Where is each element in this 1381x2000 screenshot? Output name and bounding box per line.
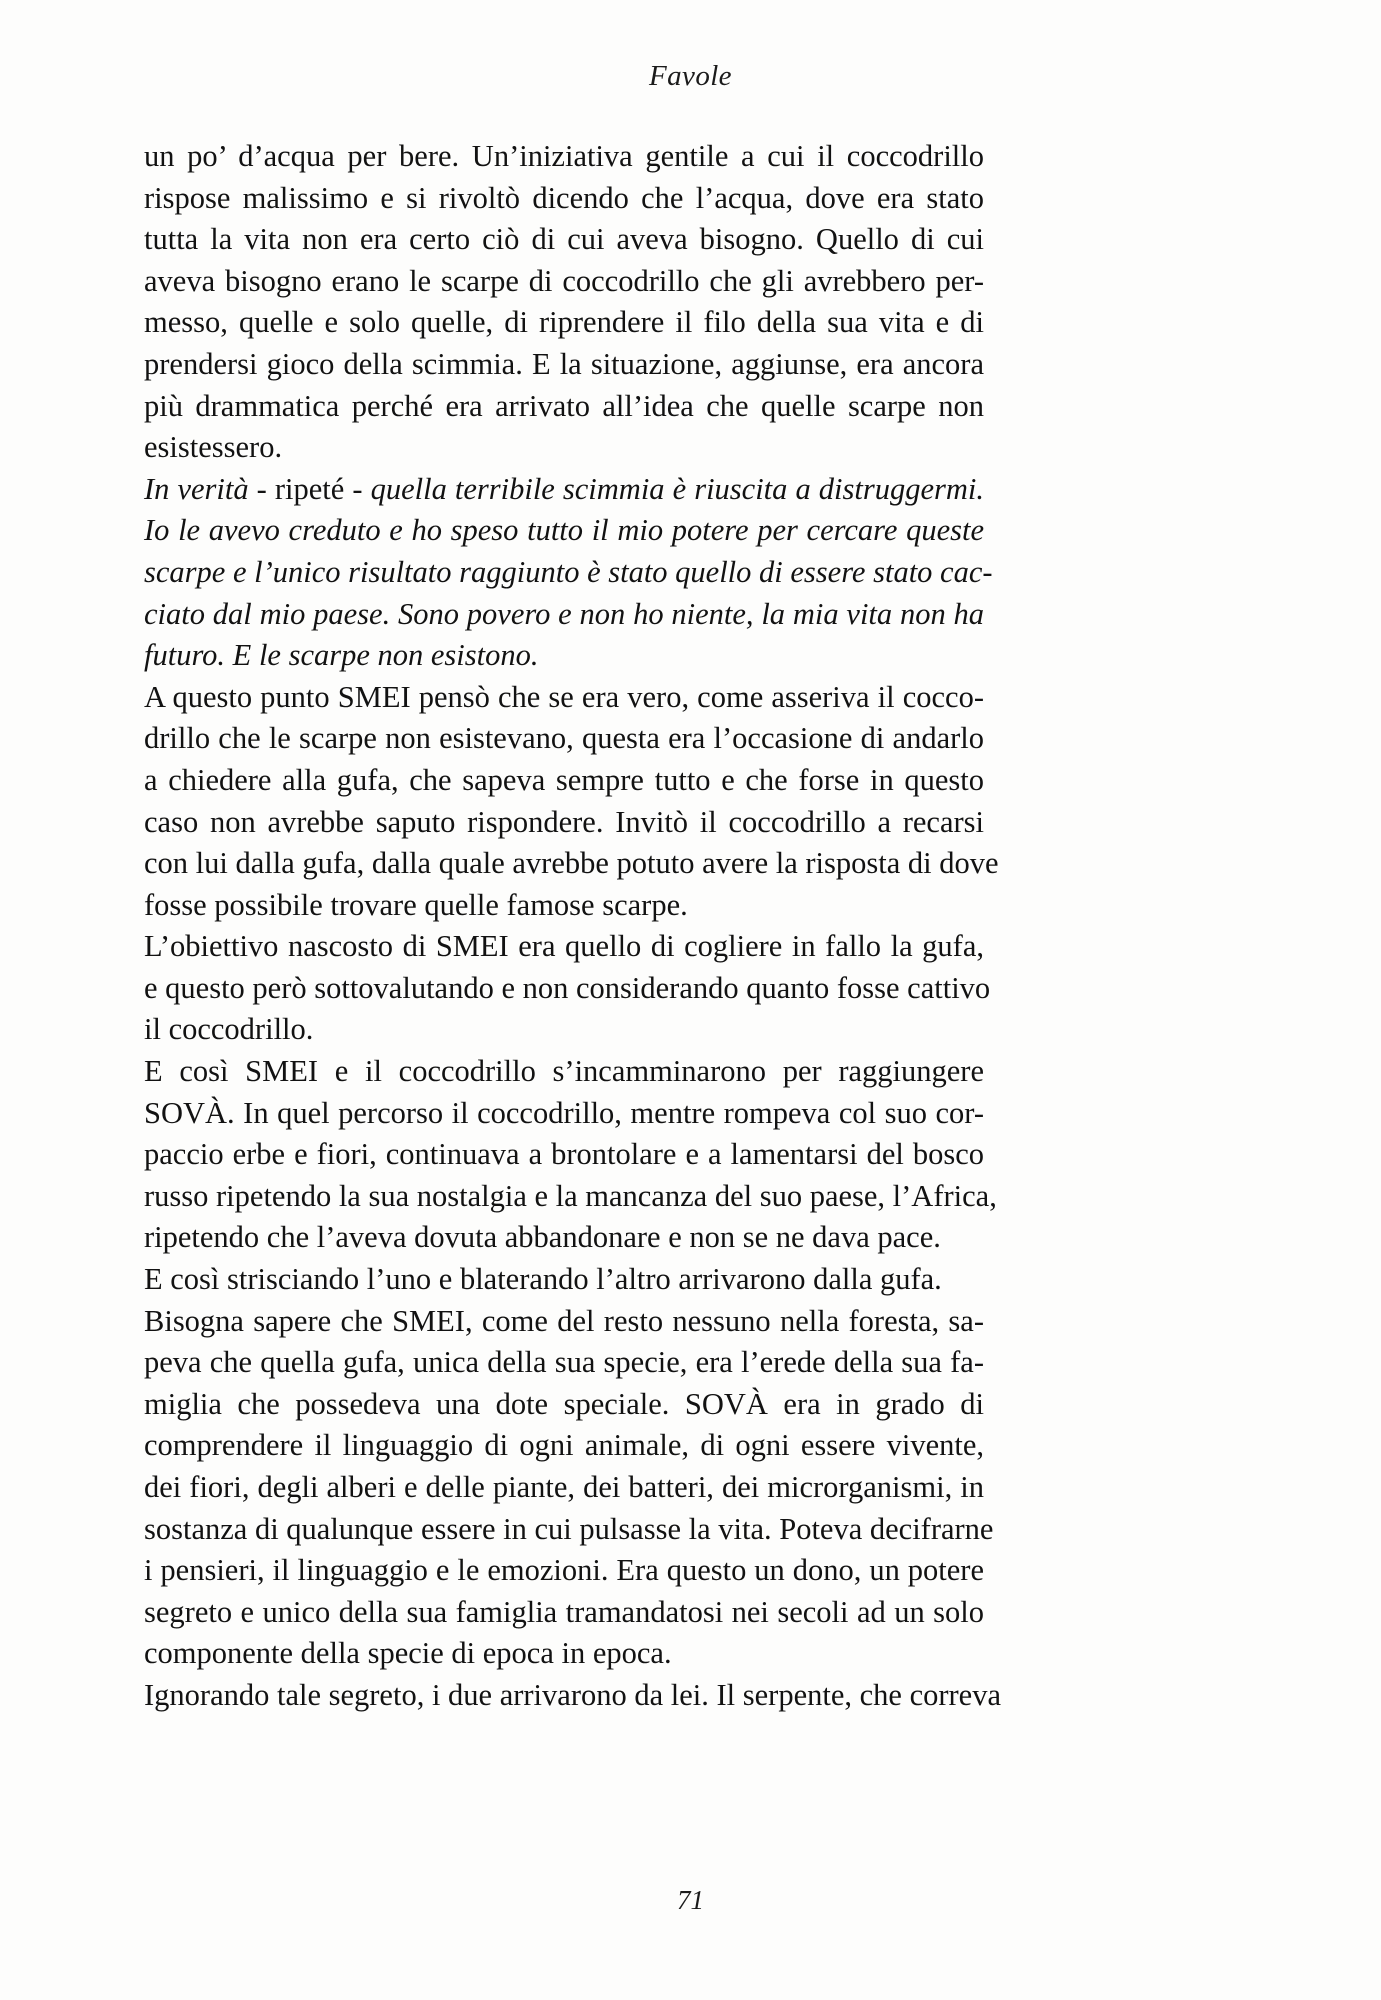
text-line: aveva bisogno erano le scarpe di coccodrillo che gli avrebbero per- xyxy=(144,263,984,298)
paragraph-2-quoted-speech xyxy=(144,469,993,677)
text-line: i pensieri, il linguaggio e le emozioni. Era questo un dono, un potere xyxy=(144,1553,984,1588)
text-line: con lui dalla gufa, dalla quale avrebbe potuto avere la risposta di dove xyxy=(144,846,999,881)
body-text-column xyxy=(144,136,1001,1717)
text-line: segreto e unico della sua famiglia tramandatosi nei secoli ad un solo xyxy=(144,1594,984,1629)
text-line: L’obiettivo nascosto di SMEI era quello di cogliere in fallo la gufa, xyxy=(144,929,984,964)
text-line: e questo però sottovalutando e non considerando quanto fosse cattivo xyxy=(144,970,991,1005)
text-line: Bisogna sapere che SMEI, come del resto nessuno nella foresta, sa- xyxy=(144,1303,984,1338)
text-line: fosse possibile trovare quelle famose scarpe. xyxy=(144,887,688,922)
text-line: E così SMEI e il coccodrillo s’incamminarono per raggiungere xyxy=(144,1054,984,1089)
paragraph-5 xyxy=(144,1051,997,1259)
text-line: componente della specie di epoca in epoca. xyxy=(144,1636,672,1671)
paragraph-6 xyxy=(144,1259,984,1301)
paragraph-4 xyxy=(144,926,991,1051)
text-line: dei fiori, degli alberi e delle piante, dei batteri, dei microrganismi, in xyxy=(144,1470,984,1504)
text-line: rispose malissimo e si rivoltò dicendo che l’acqua, dove era stato xyxy=(144,180,984,215)
text-line: SOVÀ. In quel percorso il coccodrillo, mentre rompeva col suo cor- xyxy=(144,1095,984,1130)
text-line-mixed xyxy=(144,472,984,506)
text-line: sostanza di qualunque essere in cui pulsasse la vita. Poteva decifrarne xyxy=(144,1511,994,1546)
text-line: un po’ d’acqua per bere. Un’iniziativa gentile a cui il coccodrillo xyxy=(144,139,984,173)
text-line: russo ripetendo la sua nostalgia e la mancanza del suo paese, l’Africa, xyxy=(144,1178,997,1213)
text-line: caso non avrebbe saputo rispondere. Invitò il coccodrillo a recarsi xyxy=(144,804,984,839)
italic-fragment: In verità xyxy=(144,471,257,506)
text-line: messo, quelle e solo quelle, di riprendere il filo della sua vita e di xyxy=(144,305,984,340)
italic-fragment: quella terribile scimmia è riuscita a distruggermi. xyxy=(362,471,984,506)
paragraph-7 xyxy=(144,1301,994,1675)
text-line: prendersi gioco della scimmia. E la situazione, aggiunse, era ancora xyxy=(144,346,984,381)
text-line: ciato dal mio paese. Sono povero e non ho niente, la mia vita non ha xyxy=(144,596,984,631)
text-line: drillo che le scarpe non esistevano, questa era l’occasione di andarlo xyxy=(144,721,984,756)
text-line: esistessero. xyxy=(144,430,283,465)
text-line: peva che quella gufa, unica della sua specie, era l’erede della sua fa- xyxy=(144,1345,984,1380)
text-line: a chiedere alla gufa, che sapeva sempre tutto e che forse in questo xyxy=(144,762,984,797)
text-line: miglia che possedeva una dote speciale. SOVÀ era in grado di xyxy=(144,1386,984,1421)
paragraph-8 xyxy=(144,1675,1001,1717)
text-line: tutta la vita non era certo ciò di cui aveva bisogno. Quello di cui xyxy=(144,222,984,257)
text-line: scarpe e l’unico risultato raggiunto è stato quello di essere stato cac- xyxy=(144,554,993,589)
paragraph-3 xyxy=(144,677,999,927)
page-number: 71 xyxy=(677,1885,704,1915)
running-head: Favole xyxy=(649,60,732,92)
text-line: ripetendo che l’aveva dovuta abbandonare e non se ne dava pace. xyxy=(144,1220,941,1255)
text-line: paccio erbe e fiori, continuava a brontolare e a lamentarsi del bosco xyxy=(144,1137,984,1172)
text-line: futuro. E le scarpe non esistono. xyxy=(144,638,539,673)
roman-fragment: - ripeté - xyxy=(256,471,363,506)
text-line: comprendere il linguaggio di ogni animale, di ogni essere vivente, xyxy=(144,1428,984,1463)
text-line: Io le avevo creduto e ho speso tutto il mio potere per cercare queste xyxy=(144,513,984,548)
text-line: Ignorando tale segreto, i due arrivarono da lei. Il serpente, che correva xyxy=(144,1677,1001,1712)
paragraph-1 xyxy=(144,136,984,469)
text-line: E così strisciando l’uno e blaterando l’altro arrivarono dalla gufa. xyxy=(144,1262,942,1297)
text-line: A questo punto SMEI pensò che se era vero, come asseriva il cocco- xyxy=(144,679,984,714)
text-line: il coccodrillo. xyxy=(144,1012,314,1047)
text-line: più drammatica perché era arrivato all’idea che quelle scarpe non xyxy=(144,388,984,423)
